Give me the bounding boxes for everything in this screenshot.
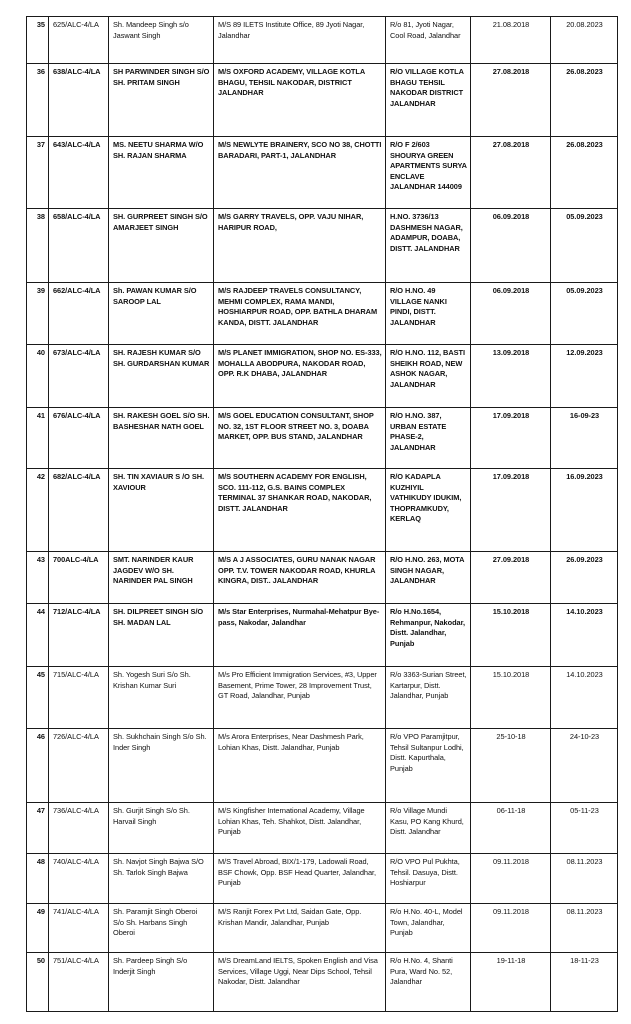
row-date-of-expiry: 14.10.2023: [551, 667, 618, 729]
row-licensee-name: SH. GURPREET SINGH S/O AMARJEET SINGH: [109, 209, 214, 283]
row-office-address: M/S Travel Abroad, BIX/1-179, Ladowali Road, BSF Chowk, Opp. BSF Head Quarter, Jalandhar, Punjab: [214, 854, 386, 904]
row-residence-address: R/O H.NO. 49 VILLAGE NANKI PINDI, DISTT. JALANDHAR: [386, 283, 471, 345]
row-residence-address: R/o VPO Paramjitpur, Tehsil Sultanpur Lodhi, Distt. Kapurthala, Punjab: [386, 729, 471, 803]
row-date-of-issue: 15.10.2018: [471, 667, 551, 729]
row-residence-address: R/o H.No.1654, Rehmanpur, Nakodar, Distt. Jalandhar, Punjab: [386, 604, 471, 667]
row-date-of-issue: 13.09.2018: [471, 345, 551, 408]
row-licensee-name: Sh. Yogesh Suri S/o Sh. Krishan Kumar Suri: [109, 667, 214, 729]
row-serial-number: 47: [27, 803, 49, 854]
row-office-address: M/s Pro Efficient Immigration Services, #3, Upper Basement, Prime Tower, 28 Improvement Trust, GT Road, Jalandhar, Punjab: [214, 667, 386, 729]
row-licensee-name: Sh. Pardeep Singh S/o Inderjit Singh: [109, 953, 214, 1012]
row-residence-address: R/O H.NO. 112, BASTI SHEIKH ROAD, NEW ASHOK NAGAR, JALANDHAR: [386, 345, 471, 408]
row-office-address: M/S OXFORD ACADEMY, VILLAGE KOTLA BHAGU, TEHSIL NAKODAR, DISTRICT JALANDHAR: [214, 64, 386, 137]
row-office-address: M/S RAJDEEP TRAVELS CONSULTANCY, MEHMI COMPLEX, RAMA MANDI, HOSHIARPUR ROAD, OPP. BATHLA DHARAM KANDA, DISTT. JALANDHAR: [214, 283, 386, 345]
row-registration-number: 700ALC-4/LA: [49, 552, 109, 604]
row-licensee-name: SH PARWINDER SINGH S/O SH. PRITAM SINGH: [109, 64, 214, 137]
row-licensee-name: SMT. NARINDER KAUR JAGDEV W/O SH. NARINDER PAL SINGH: [109, 552, 214, 604]
table-row: [27, 137, 618, 209]
row-residence-address: R/o H.No. 4, Shanti Pura, Ward No. 52, Jalandhar: [386, 953, 471, 1012]
row-licensee-name: Sh. Navjot Singh Bajwa S/O Sh. Tarlok Singh Bajwa: [109, 854, 214, 904]
table-row: [27, 953, 618, 1012]
row-registration-number: 638/ALC-4/LA: [49, 64, 109, 137]
row-date-of-issue: 27.08.2018: [471, 137, 551, 209]
row-date-of-expiry: 05-11-23: [551, 803, 618, 854]
row-licensee-name: Sh. PAWAN KUMAR S/O SAROOP LAL: [109, 283, 214, 345]
row-licensee-name: SH. RAJESH KUMAR S/O SH. GURDARSHAN KUMAR: [109, 345, 214, 408]
table-row: [27, 408, 618, 469]
row-licensee-name: Sh. Paramjit Singh Oberoi S/o Sh. Harbans Singh Oberoi: [109, 904, 214, 953]
row-office-address: M/s Star Enterprises, Nurmahal-Mehatpur Bye-pass, Nakodar, Jalandhar: [214, 604, 386, 667]
row-date-of-expiry: 16-09-23: [551, 408, 618, 469]
table-row: [27, 209, 618, 283]
row-date-of-expiry: 05.09.2023: [551, 283, 618, 345]
row-residence-address: R/o H.No. 40-L, Model Town, Jalandhar, Punjab: [386, 904, 471, 953]
row-office-address: M/S Ranjit Forex Pvt Ltd, Saidan Gate, Opp. Krishan Mandir, Jalandhar, Punjab: [214, 904, 386, 953]
row-office-address: M/S Kingfisher International Academy, Village Lohian Khas, Teh. Shahkot, Distt. Jalandhar, Punjab: [214, 803, 386, 854]
row-date-of-issue: 27.08.2018: [471, 64, 551, 137]
row-office-address: M/S GOEL EDUCATION CONSULTANT, SHOP NO. 32, 1ST FLOOR STREET NO. 3, DOABA MARKET, OPP. BUS STAND, JALANDHAR: [214, 408, 386, 469]
row-serial-number: 38: [27, 209, 49, 283]
table-row: [27, 604, 618, 667]
row-serial-number: 37: [27, 137, 49, 209]
row-office-address: M/S GARRY TRAVELS, OPP. VAJU NIHAR, HARIPUR ROAD,: [214, 209, 386, 283]
row-date-of-expiry: 12.09.2023: [551, 345, 618, 408]
row-date-of-expiry: 26.09.2023: [551, 552, 618, 604]
row-residence-address: R/O F 2/603 SHOURYA GREEN APARTMENTS SURYA ENCLAVE JALANDHAR 144009: [386, 137, 471, 209]
row-registration-number: 751/ALC-4/LA: [49, 953, 109, 1012]
row-date-of-issue: 09.11.2018: [471, 854, 551, 904]
row-residence-address: R/O KADAPLA KUZHIYIL VATHIKUDY IDUKIM, THOPRAMKUDY, KERLAQ: [386, 469, 471, 552]
registry-table-body: [27, 17, 618, 1012]
row-date-of-expiry: 20.08.2023: [551, 17, 618, 64]
row-residence-address: R/o 3363-Surian Street, Kartarpur, Distt. Jalandhar, Punjab: [386, 667, 471, 729]
row-date-of-issue: 21.08.2018: [471, 17, 551, 64]
row-licensee-name: SH. DILPREET SINGH S/O SH. MADAN LAL: [109, 604, 214, 667]
row-registration-number: 741/ALC-4/LA: [49, 904, 109, 953]
row-date-of-expiry: 08.11.2023: [551, 854, 618, 904]
table-row: [27, 283, 618, 345]
row-office-address: M/S PLANET IMMIGRATION, SHOP NO. ES-333, MOHALLA ABODPURA, NAKODAR ROAD, OPP. R.K DHABA, JALANDHAR: [214, 345, 386, 408]
row-office-address: M/S SOUTHERN ACADEMY FOR ENGLISH, SCO. 111-112, G.S. BAINS COMPLEX TERMINAL 37 SHANKAR ROAD, NAKODAR, DISTT. JALANDHAR: [214, 469, 386, 552]
row-serial-number: 39: [27, 283, 49, 345]
row-registration-number: 625/ALC-4/LA: [49, 17, 109, 64]
row-serial-number: 44: [27, 604, 49, 667]
row-residence-address: H.NO. 3736/13 DASHMESH NAGAR, ADAMPUR, DOABA, DISTT. JALANDHAR: [386, 209, 471, 283]
row-serial-number: 43: [27, 552, 49, 604]
row-date-of-expiry: 08.11.2023: [551, 904, 618, 953]
row-date-of-expiry: 14.10.2023: [551, 604, 618, 667]
registry-table: [26, 16, 618, 1012]
row-serial-number: 35: [27, 17, 49, 64]
row-date-of-issue: 06.09.2018: [471, 283, 551, 345]
row-licensee-name: Sh. Sukhchain Singh S/o Sh. Inder Singh: [109, 729, 214, 803]
row-residence-address: R/o 81, Jyoti Nagar, Cool Road, Jalandhar: [386, 17, 471, 64]
row-registration-number: 740/ALC-4/LA: [49, 854, 109, 904]
row-serial-number: 45: [27, 667, 49, 729]
row-date-of-expiry: 26.08.2023: [551, 137, 618, 209]
table-row: [27, 552, 618, 604]
row-registration-number: 676/ALC-4/LA: [49, 408, 109, 469]
row-licensee-name: Sh. Gurjit Singh S/o Sh. Harvail Singh: [109, 803, 214, 854]
table-row: [27, 667, 618, 729]
row-residence-address: R/O H.NO. 387, URBAN ESTATE PHASE-2, JALANDHAR: [386, 408, 471, 469]
row-serial-number: 36: [27, 64, 49, 137]
row-licensee-name: SH. TIN XAVIAUR S /O SH. XAVIOUR: [109, 469, 214, 552]
table-row: [27, 64, 618, 137]
row-date-of-issue: 27.09.2018: [471, 552, 551, 604]
table-row: [27, 904, 618, 953]
row-office-address: M/s Arora Enterprises, Near Dashmesh Park, Lohian Khas, Distt. Jalandhar, Punjab: [214, 729, 386, 803]
row-licensee-name: Sh. Mandeep Singh s/o Jaswant Singh: [109, 17, 214, 64]
row-serial-number: 50: [27, 953, 49, 1012]
row-date-of-expiry: 18-11-23: [551, 953, 618, 1012]
row-serial-number: 46: [27, 729, 49, 803]
row-serial-number: 49: [27, 904, 49, 953]
table-row: [27, 469, 618, 552]
row-registration-number: 726/ALC-4/LA: [49, 729, 109, 803]
row-residence-address: R/O VPO Pul Pukhta, Tehsil. Dasuya, Distt. Hoshiarpur: [386, 854, 471, 904]
row-date-of-expiry: 24-10-23: [551, 729, 618, 803]
row-registration-number: 673/ALC-4/LA: [49, 345, 109, 408]
row-registration-number: 712/ALC-4/LA: [49, 604, 109, 667]
row-date-of-issue: 19-11-18: [471, 953, 551, 1012]
row-date-of-issue: 09.11.2018: [471, 904, 551, 953]
row-serial-number: 41: [27, 408, 49, 469]
row-licensee-name: MS. NEETU SHARMA W/O SH. RAJAN SHARMA: [109, 137, 214, 209]
row-date-of-expiry: 26.08.2023: [551, 64, 618, 137]
row-date-of-issue: 17.09.2018: [471, 408, 551, 469]
row-registration-number: 662/ALC-4/LA: [49, 283, 109, 345]
row-licensee-name: SH. RAKESH GOEL S/O SH. BASHESHAR NATH GOEL: [109, 408, 214, 469]
row-residence-address: R/O VILLAGE KOTLA BHAGU TEHSIL NAKODAR DISTRICT JALANDHAR: [386, 64, 471, 137]
row-registration-number: 715/ALC-4/LA: [49, 667, 109, 729]
table-row: [27, 345, 618, 408]
table-row: [27, 803, 618, 854]
row-date-of-issue: 25-10-18: [471, 729, 551, 803]
row-date-of-expiry: 05.09.2023: [551, 209, 618, 283]
row-office-address: M/S A J ASSOCIATES, GURU NANAK NAGAR OPP. T.V. TOWER NAKODAR ROAD, KHURLA KINGRA, DIST.. JALANDHAR: [214, 552, 386, 604]
row-registration-number: 643/ALC-4/LA: [49, 137, 109, 209]
row-serial-number: 42: [27, 469, 49, 552]
row-office-address: M/S NEWLYTE BRAINERY, SCO NO 38, CHOTTI BARADARI, PART-1, JALANDHAR: [214, 137, 386, 209]
row-office-address: M/S DreamLand IELTS, Spoken English and Visa Services, Village Uggi, Near Dips School, Tehsil Nakodar, Distt. Jalandhar: [214, 953, 386, 1012]
table-row: [27, 729, 618, 803]
row-date-of-expiry: 16.09.2023: [551, 469, 618, 552]
row-date-of-issue: 15.10.2018: [471, 604, 551, 667]
row-residence-address: R/O H.NO. 263, MOTA SINGH NAGAR, JALANDHAR: [386, 552, 471, 604]
table-row: [27, 17, 618, 64]
row-date-of-issue: 06-11-18: [471, 803, 551, 854]
row-date-of-issue: 06.09.2018: [471, 209, 551, 283]
row-registration-number: 658/ALC-4/LA: [49, 209, 109, 283]
row-residence-address: R/o Village Mundi Kasu, PO Kang Khurd, Distt. Jalandhar: [386, 803, 471, 854]
row-registration-number: 736/ALC-4/LA: [49, 803, 109, 854]
row-date-of-issue: 17.09.2018: [471, 469, 551, 552]
row-registration-number: 682/ALC-4/LA: [49, 469, 109, 552]
row-serial-number: 40: [27, 345, 49, 408]
row-serial-number: 48: [27, 854, 49, 904]
table-row: [27, 854, 618, 904]
row-office-address: M/S 89 ILETS Institute Office, 89 Jyoti Nagar, Jalandhar: [214, 17, 386, 64]
